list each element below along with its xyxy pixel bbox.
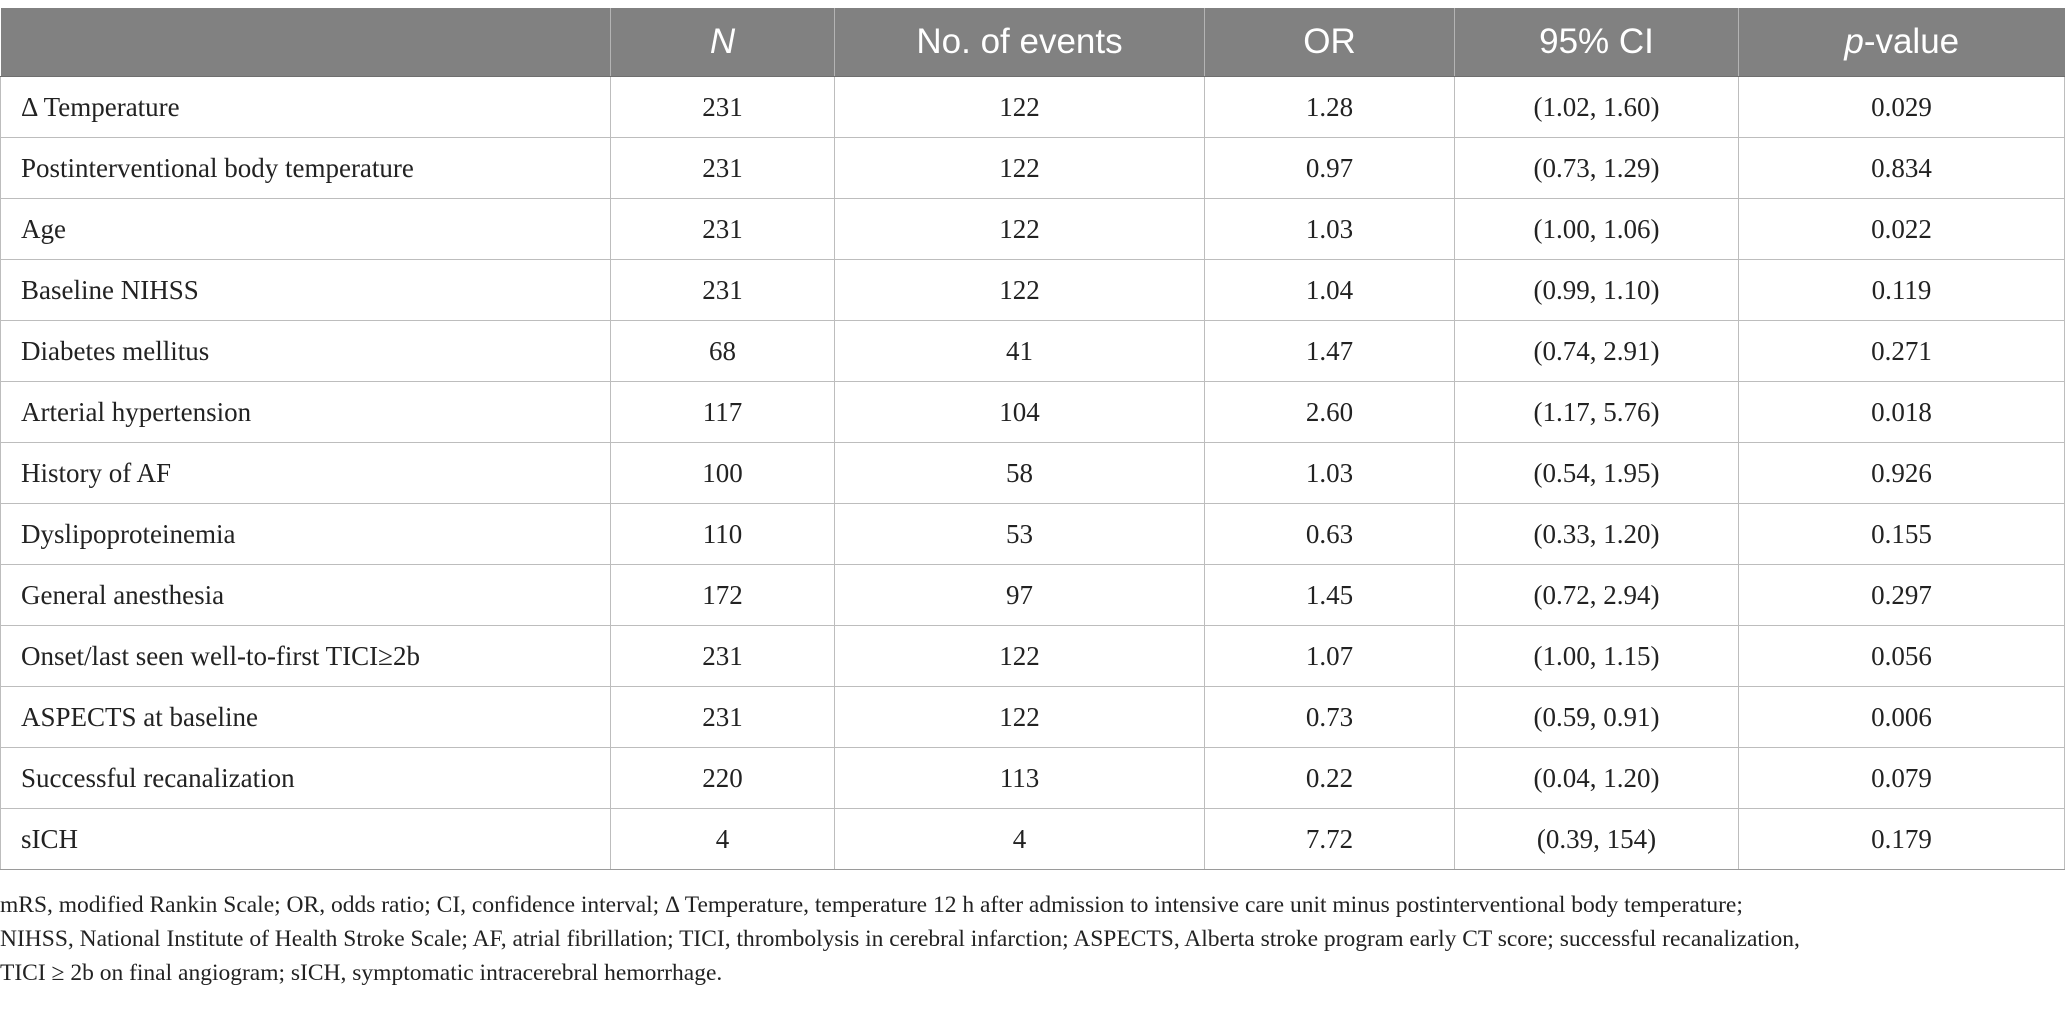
table-row <box>1 687 2065 748</box>
cell-p-value: 0.056 <box>1739 626 2065 687</box>
cell-p-value: 0.119 <box>1739 260 2065 321</box>
cell-events: 41 <box>835 321 1205 382</box>
cell-p-value: 0.297 <box>1739 565 2065 626</box>
cell-events: 97 <box>835 565 1205 626</box>
cell-ci: (1.17, 5.76) <box>1455 382 1739 443</box>
table-row <box>1 77 2065 138</box>
cell-n: 231 <box>611 77 835 138</box>
cell-or: 1.04 <box>1205 260 1455 321</box>
cell-variable: Δ Temperature <box>1 77 611 138</box>
cell-n: 110 <box>611 504 835 565</box>
cell-p-value: 0.022 <box>1739 199 2065 260</box>
cell-variable: Baseline NIHSS <box>1 260 611 321</box>
cell-events: 53 <box>835 504 1205 565</box>
header-row <box>1 8 2065 77</box>
cell-ci: (1.02, 1.60) <box>1455 77 1739 138</box>
cell-variable: ASPECTS at baseline <box>1 687 611 748</box>
cell-ci: (1.00, 1.06) <box>1455 199 1739 260</box>
table-row <box>1 260 2065 321</box>
cell-ci: (0.74, 2.91) <box>1455 321 1739 382</box>
cell-p-value: 0.179 <box>1739 809 2065 870</box>
header-ci: 95% CI <box>1455 8 1739 77</box>
table-row <box>1 382 2065 443</box>
cell-p-value: 0.155 <box>1739 504 2065 565</box>
cell-variable: Successful recanalization <box>1 748 611 809</box>
odds-ratio-table <box>0 8 2065 870</box>
cell-p-value: 0.029 <box>1739 77 2065 138</box>
cell-p-value: 0.834 <box>1739 138 2065 199</box>
cell-n: 231 <box>611 138 835 199</box>
cell-n: 117 <box>611 382 835 443</box>
cell-variable: Age <box>1 199 611 260</box>
cell-ci: (0.04, 1.20) <box>1455 748 1739 809</box>
cell-ci: (1.00, 1.15) <box>1455 626 1739 687</box>
cell-ci: (0.99, 1.10) <box>1455 260 1739 321</box>
cell-or: 2.60 <box>1205 382 1455 443</box>
cell-events: 113 <box>835 748 1205 809</box>
cell-events: 104 <box>835 382 1205 443</box>
cell-or: 1.47 <box>1205 321 1455 382</box>
cell-p-value: 0.018 <box>1739 382 2065 443</box>
cell-n: 4 <box>611 809 835 870</box>
cell-or: 1.03 <box>1205 443 1455 504</box>
cell-variable: sICH <box>1 809 611 870</box>
table-body <box>1 77 2065 870</box>
cell-variable: Dyslipoproteinemia <box>1 504 611 565</box>
header-variable <box>1 8 611 77</box>
cell-or: 0.97 <box>1205 138 1455 199</box>
cell-ci: (0.39, 154) <box>1455 809 1739 870</box>
table-row <box>1 504 2065 565</box>
cell-n: 68 <box>611 321 835 382</box>
cell-p-value: 0.926 <box>1739 443 2065 504</box>
header-p-value <box>1739 8 2065 77</box>
cell-events: 122 <box>835 199 1205 260</box>
cell-events: 122 <box>835 687 1205 748</box>
cell-ci: (0.59, 0.91) <box>1455 687 1739 748</box>
cell-p-value: 0.079 <box>1739 748 2065 809</box>
results-table-container <box>0 8 2067 870</box>
cell-events: 58 <box>835 443 1205 504</box>
header-n: N <box>611 8 835 77</box>
header-or: OR <box>1205 8 1455 77</box>
cell-events: 122 <box>835 260 1205 321</box>
header-p-suffix: -value <box>1863 22 1960 61</box>
table-row <box>1 809 2065 870</box>
cell-events: 122 <box>835 77 1205 138</box>
cell-or: 1.45 <box>1205 565 1455 626</box>
table-row <box>1 565 2065 626</box>
table-row <box>1 138 2065 199</box>
cell-or: 1.28 <box>1205 77 1455 138</box>
cell-or: 1.07 <box>1205 626 1455 687</box>
table-row <box>1 321 2065 382</box>
cell-variable: Arterial hypertension <box>1 382 611 443</box>
cell-events: 122 <box>835 138 1205 199</box>
cell-ci: (0.72, 2.94) <box>1455 565 1739 626</box>
cell-variable: Diabetes mellitus <box>1 321 611 382</box>
cell-events: 4 <box>835 809 1205 870</box>
cell-variable: General anesthesia <box>1 565 611 626</box>
footnote-line: mRS, modified Rankin Scale; OR, odds ratio; CI, confidence interval; Δ Temperature, temperature 12 h after admission to intensive care unit minus postinterventional body temperature; <box>0 892 1743 918</box>
cell-ci: (0.73, 1.29) <box>1455 138 1739 199</box>
cell-n: 172 <box>611 565 835 626</box>
header-p-letter: p <box>1844 22 1864 61</box>
cell-n: 231 <box>611 260 835 321</box>
cell-or: 0.63 <box>1205 504 1455 565</box>
table-row <box>1 443 2065 504</box>
cell-n: 231 <box>611 199 835 260</box>
cell-p-value: 0.006 <box>1739 687 2065 748</box>
footnote-line: TICI ≥ 2b on final angiogram; sICH, symptomatic intracerebral hemorrhage. <box>0 960 723 986</box>
cell-n: 220 <box>611 748 835 809</box>
cell-or: 7.72 <box>1205 809 1455 870</box>
cell-variable: History of AF <box>1 443 611 504</box>
cell-variable: Onset/last seen well-to-first TICI≥2b <box>1 626 611 687</box>
cell-or: 0.73 <box>1205 687 1455 748</box>
cell-ci: (0.33, 1.20) <box>1455 504 1739 565</box>
table-row <box>1 199 2065 260</box>
cell-ci: (0.54, 1.95) <box>1455 443 1739 504</box>
cell-or: 1.03 <box>1205 199 1455 260</box>
cell-n: 231 <box>611 687 835 748</box>
cell-or: 0.22 <box>1205 748 1455 809</box>
header-events: No. of events <box>835 8 1205 77</box>
cell-variable: Postinterventional body temperature <box>1 138 611 199</box>
cell-n: 100 <box>611 443 835 504</box>
cell-events: 122 <box>835 626 1205 687</box>
cell-n: 231 <box>611 626 835 687</box>
table-header <box>1 8 2065 77</box>
table-row <box>1 626 2065 687</box>
footnote-line: NIHSS, National Institute of Health Stroke Scale; AF, atrial fibrillation; TICI, thrombolysis in cerebral infarction; ASPECTS, Alberta stroke program early CT score; successful recanalization, <box>0 926 1800 952</box>
cell-p-value: 0.271 <box>1739 321 2065 382</box>
table-footnote <box>0 888 2060 990</box>
table-row <box>1 748 2065 809</box>
